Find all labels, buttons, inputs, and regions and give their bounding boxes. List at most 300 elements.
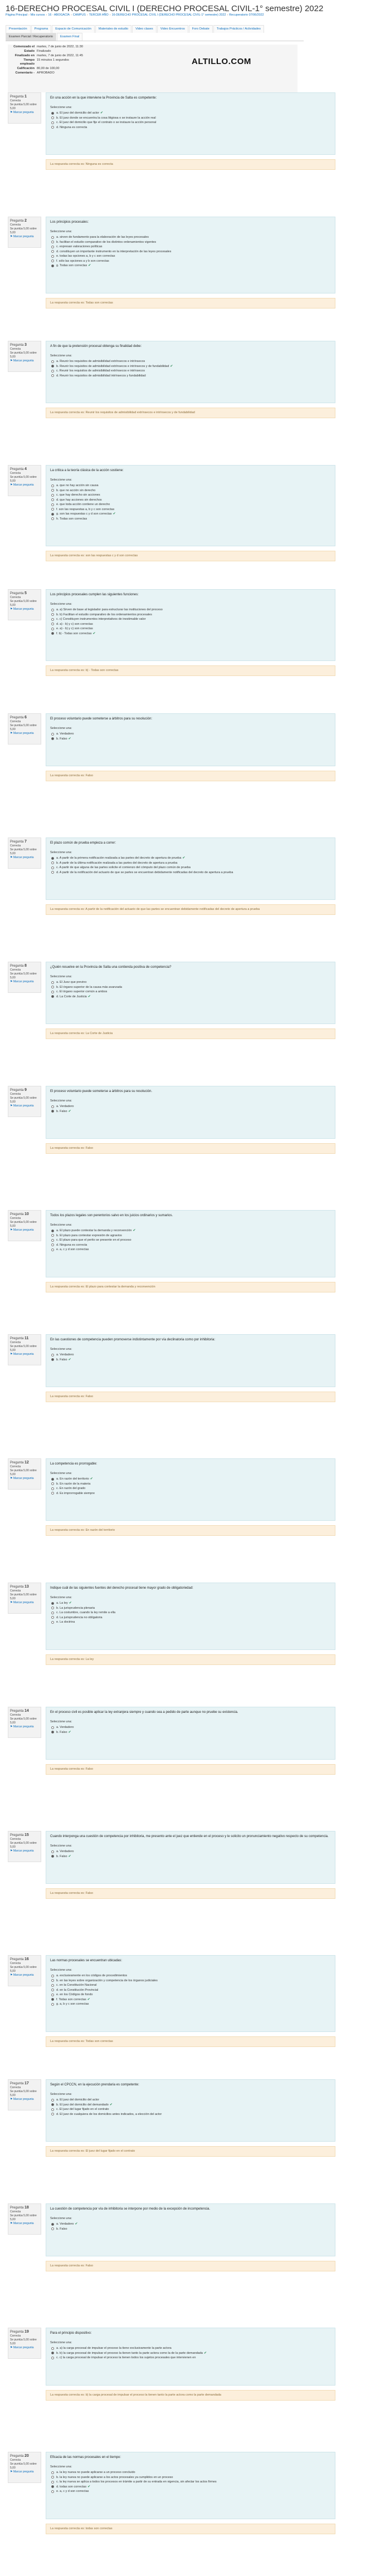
feedback-correct-answer: La respuesta correcta es: La Corte de Justicia <box>46 1029 335 1039</box>
answer-option[interactable] <box>50 1238 331 1243</box>
check-icon: ✔ <box>68 737 71 741</box>
answer-option[interactable] <box>50 2112 331 2117</box>
flag-question-link[interactable]: ⚑ Marcar pregunta <box>10 1725 34 1728</box>
answer-option[interactable] <box>50 116 331 121</box>
radio-button[interactable] <box>51 265 54 267</box>
answer-option[interactable] <box>50 502 331 507</box>
radio-button[interactable] <box>51 1602 54 1605</box>
answer-option[interactable] <box>50 1973 331 1978</box>
answer-option[interactable] <box>50 483 331 488</box>
radio-button[interactable] <box>51 2471 54 2474</box>
summary-row <box>10 49 83 53</box>
radio-button[interactable] <box>51 1850 54 1853</box>
select-one-label: Seleccione una: <box>50 1844 72 1848</box>
radio-button[interactable] <box>51 374 54 377</box>
feedback-correct-answer: La respuesta correcta es: A partir de la notificación del actuario de que las partes se encuentran debidamente notificadas del decreto de apertura a prueba <box>46 904 335 915</box>
answer-option[interactable] <box>50 1854 331 1859</box>
radio-button[interactable] <box>51 1243 54 1246</box>
radio-button[interactable] <box>51 2227 54 2230</box>
answer-option[interactable] <box>50 2351 331 2356</box>
answer-option[interactable] <box>50 2227 331 2232</box>
breadcrumb-item[interactable]: Mis cursos <box>30 13 45 17</box>
radio-button[interactable] <box>51 618 54 621</box>
radio-button[interactable] <box>51 508 54 511</box>
radio-button[interactable] <box>51 116 54 119</box>
answer-option[interactable] <box>50 870 331 875</box>
radio-button[interactable] <box>51 857 54 860</box>
breadcrumb-separator: › <box>227 13 228 17</box>
answer-option[interactable] <box>50 2355 331 2360</box>
radio-button[interactable] <box>51 1975 54 1977</box>
answer-option-label: e. a, c y d son correctas <box>56 2490 89 2493</box>
answer-option[interactable] <box>50 1601 331 1606</box>
breadcrumb-item[interactable]: TERCER AÑO <box>89 13 109 17</box>
questions-list <box>8 92 364 2576</box>
flag-icon: ⚑ <box>10 1849 13 1853</box>
answer-option-label: b. Falso <box>56 1854 67 1858</box>
question-number: Pregunta 13 <box>10 1585 29 1589</box>
select-one-label: Seleccione una: <box>50 727 72 730</box>
answer-option[interactable] <box>50 617 331 622</box>
question-body <box>46 341 335 403</box>
flag-question-link[interactable]: ⚑ Marcar pregunta <box>10 1228 34 1232</box>
question-number: Pregunta 18 <box>10 2206 29 2210</box>
question-block <box>8 1955 364 2079</box>
tab-1[interactable]: Presentación <box>6 25 31 33</box>
question-block <box>8 92 364 217</box>
flag-question-link[interactable]: ⚑ Marcar pregunta <box>10 2470 34 2474</box>
summary-value: martes, 7 de junio de 2022, 11:30 <box>37 45 83 48</box>
radio-button[interactable] <box>51 981 54 984</box>
answer-option[interactable] <box>50 1725 331 1730</box>
flag-question-link[interactable]: ⚑ Marcar pregunta <box>10 732 34 735</box>
radio-button[interactable] <box>51 1984 54 1987</box>
radio-button[interactable] <box>51 613 54 616</box>
answer-option[interactable] <box>50 2098 331 2103</box>
flag-question-link[interactable]: ⚑ Marcar pregunta <box>10 1849 34 1853</box>
answer-option-label: b. El plazo para contestar expresión de agravios <box>56 1233 122 1237</box>
breadcrumb-item[interactable]: 16 - ABOGACÍA <box>48 13 70 17</box>
answer-option-label: c. El juez del lugar fijado en el contrato <box>56 2108 109 2111</box>
answer-option[interactable] <box>50 1247 331 1252</box>
answer-option[interactable] <box>50 626 331 631</box>
question-body <box>46 92 335 155</box>
radio-button[interactable] <box>51 2223 54 2226</box>
answer-option-label: b. El juez del domicilio del demandado <box>56 2103 109 2107</box>
answer-option[interactable] <box>50 613 331 618</box>
breadcrumb-item[interactable]: 16-DERECHO PROCESAL CIVIL I (DERECHO PROCESAL CIVIL-1° semestre) 2022 <box>111 13 226 17</box>
answer-option[interactable] <box>50 259 331 264</box>
answer-option[interactable] <box>50 244 331 249</box>
radio-button[interactable] <box>51 1621 54 1624</box>
radio-button[interactable] <box>51 250 54 253</box>
flag-question-link[interactable]: ⚑ Marcar pregunta <box>10 1104 34 1108</box>
feedback-correct-answer: La respuesta correcta es: Falso <box>46 1392 335 1402</box>
question-body <box>46 2203 335 2256</box>
flag-icon: ⚑ <box>10 2222 13 2225</box>
radio-button[interactable] <box>51 494 54 497</box>
flag-icon: ⚑ <box>10 1228 13 1232</box>
flag-question-link[interactable]: ⚑ Marcar pregunta <box>10 359 34 363</box>
radio-button[interactable] <box>51 623 54 625</box>
answer-option-label: g. a, b y c son correctas <box>56 2002 89 2006</box>
answer-option-label: e. a, c y d son correctas <box>56 1248 89 1251</box>
flag-question-link[interactable]: ⚑ Marcar pregunta <box>10 2098 34 2101</box>
flag-question-link[interactable]: ⚑ Marcar pregunta <box>10 1477 34 1480</box>
question-status: Correcta <box>10 1093 21 1096</box>
radio-button[interactable] <box>51 498 54 501</box>
answer-option-label: c. c) Constituyen instrumentos interpretativos de inestimable valor <box>56 618 146 621</box>
flag-question-link[interactable]: ⚑ Marcar pregunta <box>10 1973 34 1977</box>
answer-option[interactable] <box>50 737 331 742</box>
breadcrumb-item[interactable]: Recuperatorio 07/06/2022 <box>229 13 264 17</box>
radio-button[interactable] <box>51 1239 54 1242</box>
answer-option-label: e. que toda acción contiene un derecho <box>56 503 110 506</box>
answer-option[interactable] <box>50 856 331 861</box>
answer-option-label: a. Verdadero <box>56 1105 74 1108</box>
radio-button[interactable] <box>51 991 54 993</box>
answer-option[interactable] <box>50 1988 331 1993</box>
answer-option[interactable] <box>50 240 331 245</box>
radio-button[interactable] <box>51 733 54 736</box>
radio-button[interactable] <box>51 365 54 368</box>
answer-option-label: c. A partir de que alguna de las partes solicite el comienzo del cómputo del plazo común de prueba <box>56 866 191 869</box>
radio-button[interactable] <box>51 2108 54 2111</box>
check-icon: ✔ <box>109 2103 113 2107</box>
question-text: En una acción en la que interviene la Provincia de Salta es competente: <box>50 96 157 100</box>
radio-button[interactable] <box>51 2476 54 2479</box>
question-score: Se puntúa 5,00 sobre 5,00 <box>10 724 37 731</box>
feedback-correct-answer: La respuesta correcta es: Reunir los requisitos de admisibilidad extrínsecos e intrínsecos y de fundabilidad <box>46 408 335 418</box>
radio-button[interactable] <box>51 866 54 869</box>
answer-option[interactable] <box>50 1104 331 1109</box>
radio-button[interactable] <box>51 1230 54 1232</box>
question-text: El proceso voluntario puede someterse a árbitros para su resolución: <box>50 717 153 721</box>
radio-button[interactable] <box>51 1855 54 1858</box>
answer-option-label: c. la ley nueva se aplica a todos los procesos en trámite a partir de su entrada en vigencia, sin afectar los actos firmes <box>56 2480 217 2484</box>
answer-option[interactable] <box>50 374 331 379</box>
answer-option[interactable] <box>50 995 331 1000</box>
tab-8[interactable]: Trabajos Prácticos / Actividades <box>213 25 264 33</box>
radio-button[interactable] <box>51 1234 54 1237</box>
answer-option[interactable] <box>50 1992 331 1997</box>
radio-button[interactable] <box>51 986 54 988</box>
feedback-correct-answer: La respuesta correcta es: Todas son correctas <box>46 2036 335 2047</box>
answer-option[interactable] <box>50 1228 331 1233</box>
summary-row <box>10 58 83 66</box>
answer-option[interactable] <box>50 1730 331 1735</box>
answer-option[interactable] <box>50 1243 331 1248</box>
radio-button[interactable] <box>51 871 54 874</box>
answer-option[interactable] <box>50 1615 331 1620</box>
question-block <box>8 2452 364 2576</box>
tab-6[interactable]: Video Encuentros <box>157 25 188 33</box>
answer-option-label: a. la ley nueva no puede aplicarse a un proceso concluido <box>56 2471 135 2474</box>
radio-button[interactable] <box>51 513 54 516</box>
answer-option[interactable] <box>50 1978 331 1984</box>
question-body <box>46 465 335 546</box>
answer-option[interactable] <box>50 488 331 493</box>
flag-question-link[interactable]: ⚑ Marcar pregunta <box>10 111 34 114</box>
tab-9[interactable]: Examen Parcial / Recuperatorio <box>6 33 56 41</box>
answer-option-label: c. El plazo para que el perito se presente en el proceso <box>56 1238 131 1242</box>
radio-button[interactable] <box>51 632 54 635</box>
radio-button[interactable] <box>51 1110 54 1113</box>
question-text: A fin de que la pretensión procesal obtenga su finalidad debe: <box>50 345 142 348</box>
answer-option[interactable] <box>50 111 331 116</box>
question-block <box>8 1583 364 1707</box>
question-score: Se puntúa 5,00 sobre 5,00 <box>10 972 37 980</box>
radio-button[interactable] <box>51 737 54 740</box>
radio-button[interactable] <box>51 2485 54 2488</box>
radio-button[interactable] <box>51 259 54 262</box>
radio-button[interactable] <box>51 1726 54 1729</box>
radio-button[interactable] <box>51 1248 54 1251</box>
radio-button[interactable] <box>51 1354 54 1356</box>
radio-button[interactable] <box>51 517 54 520</box>
answer-option-label: a. Verdadero <box>56 1353 74 1356</box>
tab-4[interactable]: Materiales de estudio <box>95 25 131 33</box>
answer-option[interactable] <box>50 2103 331 2108</box>
question-score: Se puntúa 5,00 sobre 5,00 <box>10 2090 37 2097</box>
answer-option[interactable] <box>50 1997 331 2002</box>
flag-icon: ⚑ <box>10 608 13 611</box>
radio-button[interactable] <box>51 995 54 998</box>
radio-button[interactable] <box>51 246 54 248</box>
question-body <box>46 1831 335 1884</box>
answer-option[interactable] <box>50 631 331 636</box>
question-info <box>8 1831 41 1862</box>
select-one-label: Seleccione una: <box>50 2093 72 2096</box>
radio-button[interactable] <box>51 2481 54 2484</box>
answer-option[interactable] <box>50 125 331 130</box>
answer-option[interactable] <box>50 1610 331 1615</box>
answer-option-label: b. la ley nueva no puede aplicarse a los actos procesales ya cumplidos en un proceso <box>56 2475 173 2479</box>
breadcrumb-separator: › <box>109 13 111 17</box>
question-info <box>8 2079 41 2110</box>
answer-option[interactable] <box>50 1233 331 1238</box>
radio-button[interactable] <box>51 1358 54 1361</box>
answer-option[interactable] <box>50 1491 331 1496</box>
radio-button[interactable] <box>51 1478 54 1481</box>
answer-option[interactable] <box>50 120 331 125</box>
answer-option-label: c. La costumbre, cuando la ley remite a ella <box>56 1611 116 1614</box>
radio-button[interactable] <box>51 241 54 243</box>
answer-option[interactable] <box>50 1983 331 1988</box>
answer-option[interactable] <box>50 2485 331 2490</box>
flag-question-link[interactable]: ⚑ Marcar pregunta <box>10 483 34 487</box>
answer-option[interactable] <box>50 732 331 737</box>
question-text: ¿Quién resuelve en la Provincia de Salta una contienda positiva de competencia? <box>50 966 172 969</box>
answer-option[interactable] <box>50 507 331 512</box>
radio-button[interactable] <box>51 1998 54 2001</box>
flag-question-link[interactable]: ⚑ Marcar pregunta <box>10 608 34 611</box>
tab-10[interactable]: Examen Final <box>57 33 82 41</box>
radio-button[interactable] <box>51 2490 54 2493</box>
breadcrumb-item[interactable]: Página Principal <box>6 13 27 17</box>
answer-option-label: a. a) Sirven de base al legislador para estructurar las instituciones del proceso <box>56 608 163 611</box>
answer-option-label: a. El plazo puede contestar la demanda y reconvención <box>56 1229 132 1232</box>
check-icon: ✔ <box>170 364 173 368</box>
radio-button[interactable] <box>51 360 54 363</box>
flag-icon: ⚑ <box>10 483 13 487</box>
answer-option-label: d. todas son correctas <box>56 2485 87 2489</box>
answer-option[interactable] <box>50 2475 331 2480</box>
answer-option[interactable] <box>50 517 331 522</box>
answer-option[interactable] <box>50 1109 331 1114</box>
tab-3[interactable]: Espacio de Comunicación <box>52 25 95 33</box>
answer-option-label: a. Verdadero <box>56 732 74 736</box>
question-status: Correcta <box>10 1838 21 1841</box>
feedback-correct-answer: La respuesta correcta es: Falso <box>46 771 335 781</box>
tab-5[interactable]: Video clases <box>132 25 157 33</box>
answer-option[interactable] <box>50 254 331 259</box>
breadcrumb-separator: › <box>70 13 72 17</box>
answer-option-label: d. Ninguna es correcta <box>56 1243 87 1247</box>
answer-option[interactable] <box>50 980 331 985</box>
summary-label: Tiempo empleado <box>20 58 35 66</box>
question-score: Se puntúa 5,00 sobre 5,00 <box>10 1717 37 1725</box>
radio-button[interactable] <box>51 121 54 124</box>
radio-button[interactable] <box>51 1612 54 1614</box>
tab-2[interactable]: Programa <box>31 25 52 33</box>
flag-question-link[interactable]: ⚑ Marcar pregunta <box>10 2222 34 2225</box>
radio-button[interactable] <box>51 255 54 258</box>
answer-option-label: d. La Corte de Justicia <box>56 995 87 998</box>
question-text: En el proceso civil es posible aplicar la ley extranjera siempre y cuando sea a pedido de parte aunque no pruebe su existencia. <box>50 1711 238 1714</box>
radio-button[interactable] <box>51 1492 54 1495</box>
question-status: Correcta <box>10 1465 21 1468</box>
answer-option[interactable] <box>50 1620 331 1625</box>
radio-button[interactable] <box>51 1607 54 1609</box>
answer-option[interactable] <box>50 1486 331 1491</box>
question-score: Se puntúa 5,00 sobre 5,00 <box>10 2214 37 2221</box>
answer-option[interactable] <box>50 865 331 870</box>
radio-button[interactable] <box>51 2113 54 2115</box>
radio-button[interactable] <box>51 628 54 630</box>
summary-row <box>10 45 83 49</box>
answer-option[interactable] <box>50 861 331 866</box>
radio-button[interactable] <box>51 2347 54 2350</box>
answer-option-label: c. expresan valoraciones políticas <box>56 245 103 248</box>
answer-option-label: e. en los Códigos de fondo <box>56 1993 93 1996</box>
radio-button[interactable] <box>51 1482 54 1485</box>
radio-button[interactable] <box>51 2003 54 2006</box>
answer-option[interactable] <box>50 498 331 503</box>
summary-label: Estado <box>24 50 35 53</box>
question-score: Se puntúa 5,00 sobre 5,00 <box>10 600 37 607</box>
answer-option-label: b. Reunir los requisitos de admisibilidad extrínsecos e intrínsecos y de fundabilidad <box>56 364 169 368</box>
answer-option-label: b. facilitan el estudio comparativo de los distintos ordenamientos vigentes <box>56 240 157 244</box>
answer-option[interactable] <box>50 2489 331 2494</box>
radio-button[interactable] <box>51 2352 54 2354</box>
radio-button[interactable] <box>51 236 54 239</box>
radio-button[interactable] <box>51 484 54 487</box>
radio-button[interactable] <box>51 1994 54 1996</box>
answer-option[interactable] <box>50 1482 331 1487</box>
radio-button[interactable] <box>51 609 54 611</box>
tab-7[interactable]: Foro Debate <box>189 25 213 33</box>
answer-option[interactable] <box>50 364 331 369</box>
radio-button[interactable] <box>51 126 54 129</box>
answer-option[interactable] <box>50 249 331 254</box>
radio-button[interactable] <box>51 503 54 506</box>
question-number: Pregunta 8 <box>10 964 27 968</box>
radio-button[interactable] <box>51 1979 54 1982</box>
radio-button[interactable] <box>51 2357 54 2359</box>
answer-option[interactable] <box>50 263 331 268</box>
check-icon: ✔ <box>68 1109 71 1113</box>
answer-option[interactable] <box>50 985 331 990</box>
answer-option-label: d. La jurisprudencia no obligatoria <box>56 1615 103 1619</box>
flag-question-link[interactable]: ⚑ Marcar pregunta <box>10 1353 34 1356</box>
select-one-label: Seleccione una: <box>50 1596 72 1599</box>
check-icon: ✔ <box>133 1229 136 1232</box>
answer-option[interactable] <box>50 2222 331 2227</box>
answer-option[interactable] <box>50 512 331 517</box>
radio-button[interactable] <box>51 1989 54 1991</box>
answer-option[interactable] <box>50 1849 331 1854</box>
radio-button[interactable] <box>51 1616 54 1619</box>
answer-option[interactable] <box>50 622 331 627</box>
radio-button[interactable] <box>51 2103 54 2106</box>
flag-question-link[interactable]: ⚑ Marcar pregunta <box>10 856 34 859</box>
answer-option[interactable] <box>50 2107 331 2112</box>
flag-icon: ⚑ <box>10 2098 13 2101</box>
question-score: Se puntúa 5,00 sobre 5,00 <box>10 1469 37 1476</box>
flag-question-link[interactable]: ⚑ Marcar pregunta <box>10 980 34 983</box>
answer-option[interactable] <box>50 235 331 240</box>
answer-option[interactable] <box>50 608 331 613</box>
answer-option[interactable] <box>50 1353 331 1358</box>
summary-label: Calificación <box>17 67 35 70</box>
answer-option[interactable] <box>50 369 331 374</box>
question-body <box>46 1583 335 1650</box>
answer-option-label: f. son las respuestas a, b y c son correctas <box>56 507 115 511</box>
answer-option-label: d. Es improrrogable siempre <box>56 1491 95 1495</box>
answer-option-label: c. El órgano superior común a ambos <box>56 990 108 993</box>
answer-option[interactable] <box>50 2470 331 2475</box>
answer-option[interactable] <box>50 2346 331 2351</box>
radio-button[interactable] <box>51 489 54 492</box>
question-body <box>46 217 335 293</box>
answer-option[interactable] <box>50 990 331 995</box>
answer-option[interactable] <box>50 1358 331 1363</box>
answer-option[interactable] <box>50 2002 331 2007</box>
answer-option[interactable] <box>50 2480 331 2485</box>
radio-button[interactable] <box>51 1487 54 1490</box>
radio-button[interactable] <box>51 370 54 373</box>
question-block <box>8 589 364 713</box>
flag-question-link[interactable]: ⚑ Marcar pregunta <box>10 2346 34 2349</box>
flag-question-link[interactable]: ⚑ Marcar pregunta <box>10 235 34 238</box>
radio-button[interactable] <box>51 2099 54 2102</box>
answer-option-label: d. constituyen un importante instrumento en la interpretación de las leyes procesales <box>56 249 172 253</box>
question-info <box>8 1458 41 1490</box>
radio-button[interactable] <box>51 112 54 115</box>
flag-question-link[interactable]: ⚑ Marcar pregunta <box>10 1601 34 1604</box>
radio-button[interactable] <box>51 861 54 864</box>
answer-option[interactable] <box>50 1606 331 1611</box>
question-body <box>46 838 335 900</box>
select-one-label: Seleccione una: <box>50 603 72 606</box>
radio-button[interactable] <box>51 1105 54 1108</box>
radio-button[interactable] <box>51 1731 54 1733</box>
answer-option[interactable] <box>50 1477 331 1482</box>
answer-option[interactable] <box>50 493 331 498</box>
breadcrumb-item[interactable]: CAMPUS <box>72 13 86 17</box>
answer-option[interactable] <box>50 359 331 364</box>
